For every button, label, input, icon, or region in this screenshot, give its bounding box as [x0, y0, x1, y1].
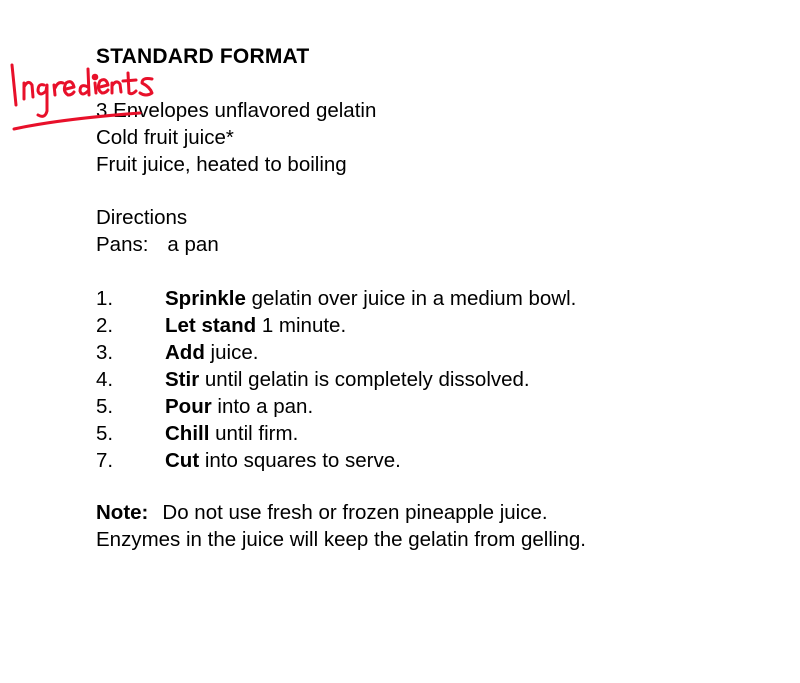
step-verb: Add	[165, 341, 205, 364]
ingredient-line: Cold fruit juice*	[96, 126, 234, 149]
step-text: gelatin over juice in a medium bowl.	[245, 287, 577, 310]
document-title: STANDARD FORMAT	[96, 45, 310, 68]
note-line	[96, 501, 548, 525]
step-number: 5.	[96, 395, 114, 418]
handwriting-strokes	[12, 65, 152, 129]
note-label: Note:	[96, 501, 149, 524]
step-text: into a pan.	[211, 395, 314, 418]
step-text: until gelatin is completely dissolved.	[199, 368, 530, 391]
step-verb: Pour	[165, 395, 212, 418]
step-text: into squares to serve.	[199, 449, 401, 472]
step-number: 4.	[96, 368, 114, 391]
pans-line	[96, 233, 219, 257]
step-number: 5.	[96, 422, 114, 445]
pans-label: Pans:	[96, 233, 149, 256]
step-number: 7.	[96, 449, 114, 472]
step-text: juice.	[204, 341, 259, 364]
ingredient-line: 3 Envelopes unflavored gelatin	[96, 99, 377, 122]
handwritten-annotation	[0, 55, 170, 145]
step-verb: Let stand	[165, 314, 257, 337]
step-number: 3.	[96, 341, 114, 364]
step-text: 1 minute.	[256, 314, 347, 337]
step-text: until firm.	[209, 422, 299, 445]
directions-heading: Directions	[96, 206, 188, 229]
step-number: 2.	[96, 314, 114, 337]
note-text: Do not use fresh or frozen pineapple juice.	[162, 501, 548, 524]
step-verb: Cut	[165, 449, 200, 472]
step-verb: Stir	[165, 368, 200, 391]
step-number: 1.	[96, 287, 114, 310]
step-verb: Sprinkle	[165, 287, 246, 310]
pans-value: a pan	[167, 233, 219, 256]
step-verb: Chill	[165, 422, 210, 445]
note-line: Enzymes in the juice will keep the gelatin from gelling.	[96, 528, 586, 551]
ingredient-line: Fruit juice, heated to boiling	[96, 153, 347, 176]
